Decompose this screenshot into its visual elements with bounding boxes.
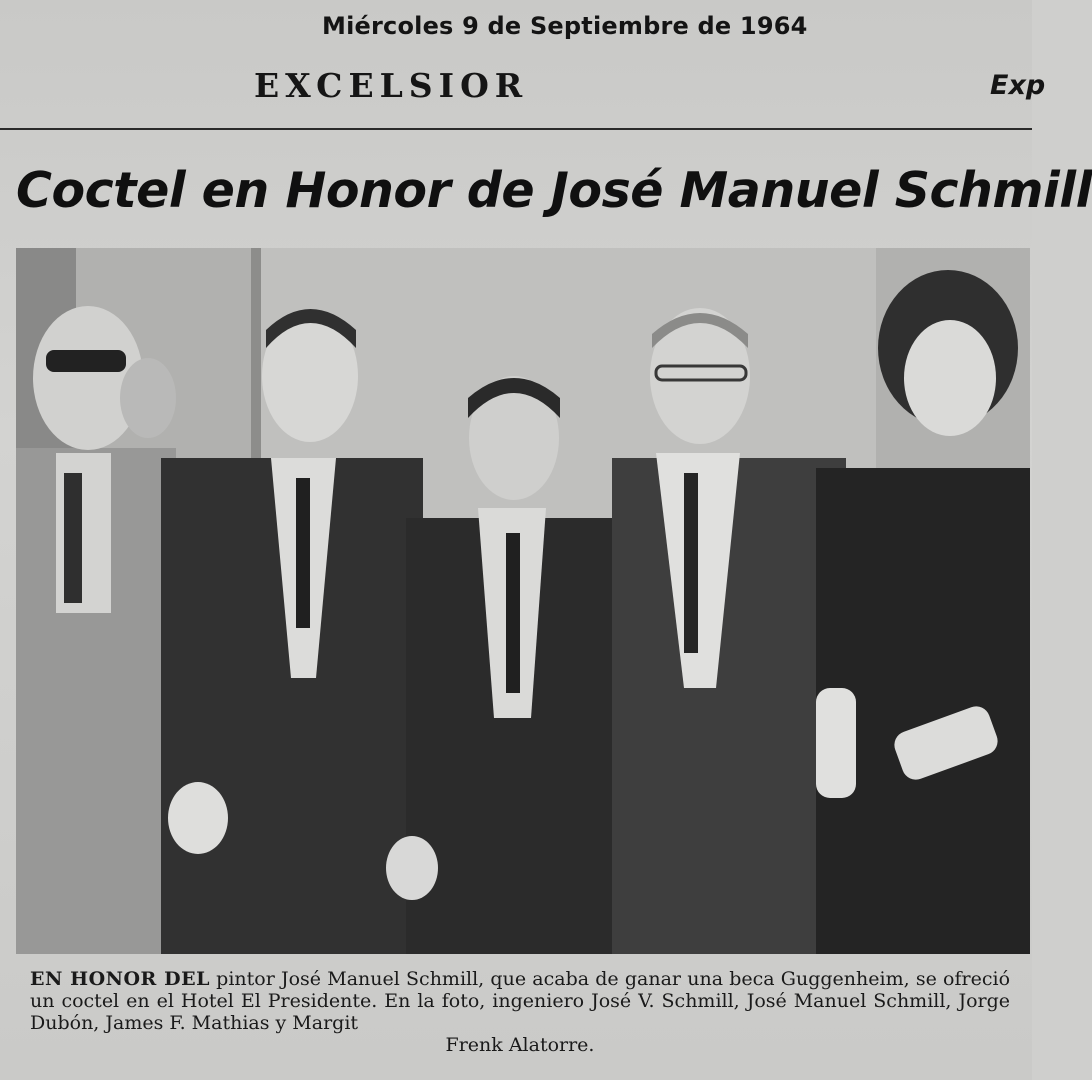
caption-body: pintor José Manuel Schmill, que acaba de ganar una beca Guggenheim, se ofreció un coctel en el Hotel El Presidente. En la foto, ingeniero José V. Schmill, José Manuel Schmill, Jorge Dubón, James F. Mathias y Margit [30, 968, 1011, 1034]
photo-caption [30, 968, 1010, 1056]
cropped-masthead-text: Exp [990, 70, 1046, 101]
article-headline: Coctel en Honor de José Manuel Schmill [16, 162, 1092, 219]
photo-illustration [16, 248, 1030, 954]
header-rule [0, 128, 1032, 130]
issue-date: Miércoles 9 de Septiembre de 1964 [322, 12, 808, 40]
newspaper-masthead: EXCELSIOR [254, 66, 529, 105]
caption-lead: EN HONOR DEL [30, 968, 210, 990]
article-photo [16, 248, 1030, 954]
caption-last-line: Frenk Alatorre. [445, 1034, 595, 1056]
